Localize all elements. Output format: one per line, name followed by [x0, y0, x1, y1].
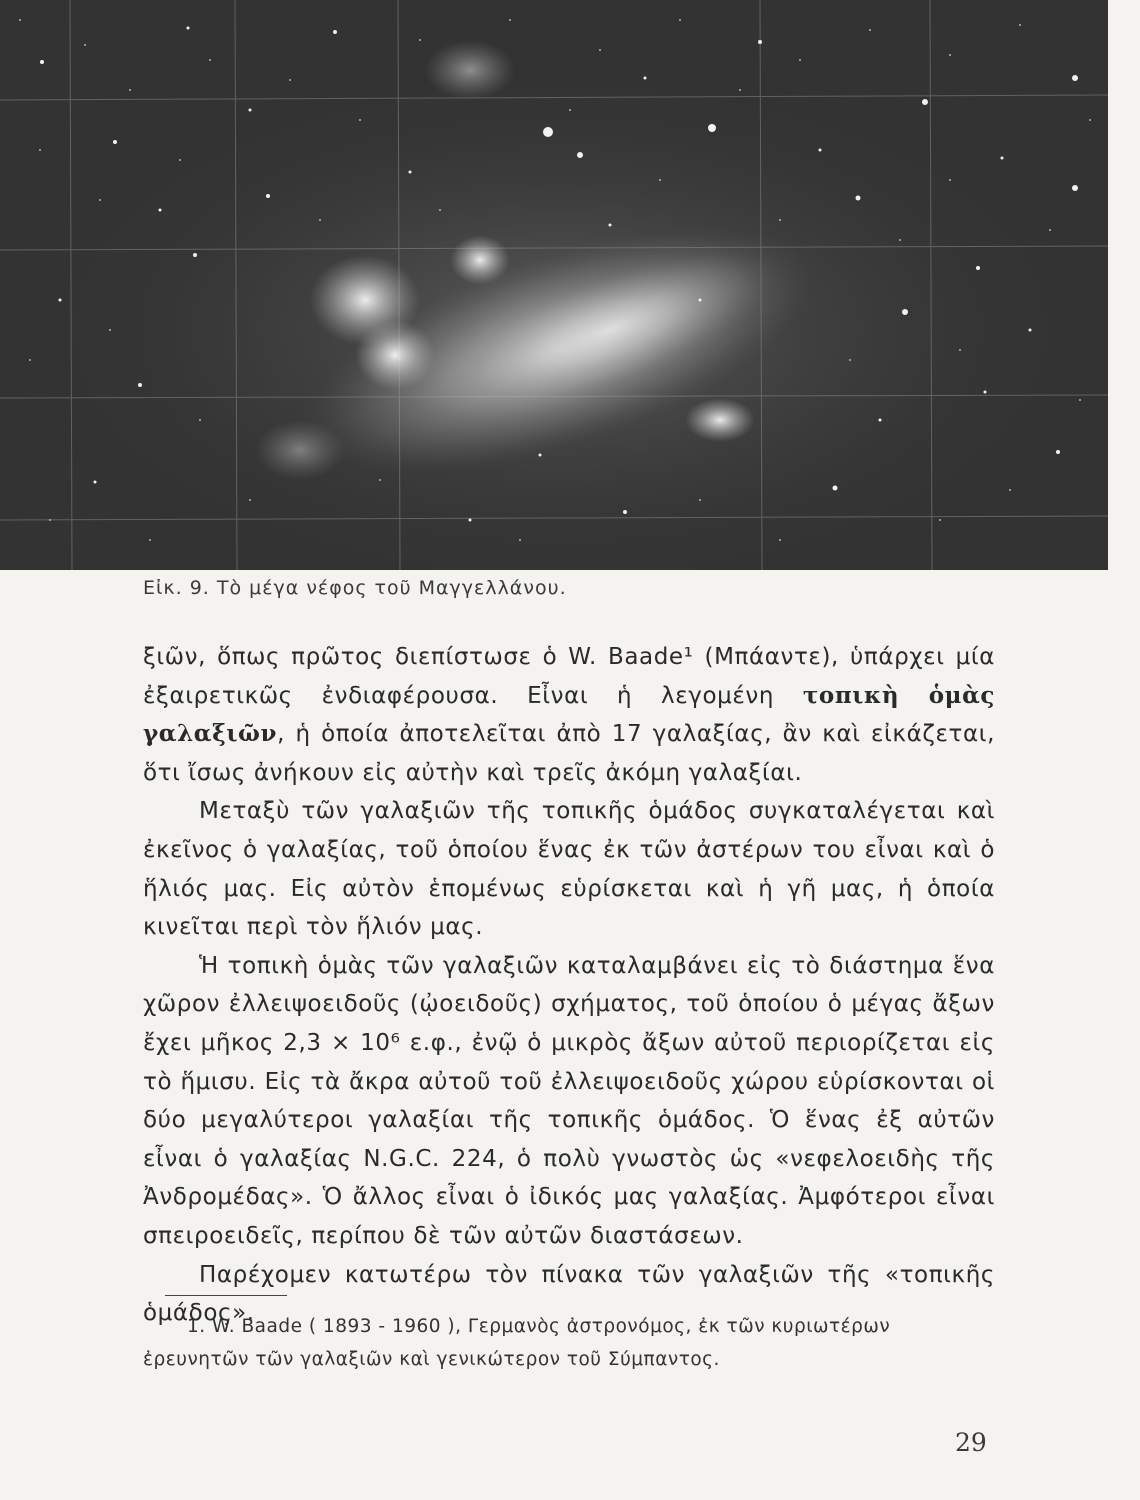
- paragraph-1-part-1: ξιῶν, ὅπως πρῶτος διεπίστωσε ὁ W. Baade¹ (Μπάαντε), ὑπάρχει μία ἐξαιρετικῶς ἐνδιαφέρουσα. Εἶναι ἡ λεγομένη: [143, 644, 995, 709]
- paragraph-1-part-3: , ἡ ὁποία ἀποτελεῖται ἀπὸ 17 γαλαξίας, ἂν καὶ εἰκάζεται, ὅτι ἴσως ἀνήκουν εἰς αὐτὴν καὶ τρεῖς ἀκόμη γαλαξίαι.: [143, 721, 995, 786]
- figure-caption: Εἰκ. 9. Τὸ μέγα νέφος τοῦ Μαγγελλάνου.: [143, 577, 567, 599]
- paragraph-2: Μεταξὺ τῶν γαλαξιῶν τῆς τοπικῆς ὁμάδος συγκαταλέγεται καὶ ἐκεῖνος ὁ γαλαξίας, τοῦ ὁποίου ἕνας ἐκ τῶν ἀστέρων του εἶναι καὶ ὁ ἥλιός μας. Εἰς αὐτὸν ἑπομένως εὑρίσκεται καὶ ἡ γῆ μας, ἡ ὁποία κινεῖται περὶ τὸν ἥλιόν μας.: [143, 798, 995, 941]
- magellanic-cloud-photo: [0, 0, 1108, 570]
- paragraph-3: Ἡ τοπικὴ ὁμὰς τῶν γαλαξιῶν καταλαμβάνει εἰς τὸ διάστημα ἕνα χῶρον ἐλλειψοειδοῦς (ᾠοειδοῦς) σχήματος, τοῦ ὁποίου ὁ μέγας ἄξων ἔχει μῆκος 2,3 × 10⁶ ε.φ., ἐνῷ ὁ μικρὸς ἄξων αὐτοῦ περιορίζεται εἰς τὸ ἥμισυ. Εἰς τὰ ἄκρα αὐτοῦ τοῦ ἐλλειψοειδοῦς χώρου εὑρίσκονται οἱ δύο μεγαλύτεροι γαλαξίαι τῆς τοπικῆς ὁμάδος. Ὁ ἕνας ἐξ αὐτῶν εἶναι ὁ γαλαξίας N.G.C. 224, ὁ πολὺ γνωστὸς ὡς «νεφελοειδὴς τῆς Ἀνδρομέδας». Ὁ ἄλλος εἶναι ὁ ἰδικός μας γαλαξίας. Ἀμφότεροι εἶναι σπειροειδεῖς, περίπου δὲ τῶν αὐτῶν διαστάσεων.: [143, 952, 995, 1249]
- page-number: 29: [955, 1428, 987, 1457]
- footnote: 1. W. Baade ( 1893 - 1960 ), Γερμανὸς ἀστρονόμος, ἐκ τῶν κυριωτέρων ἐρευνητῶν τῶν γαλαξιῶν καὶ γενικώτερον τοῦ Σύμπαντος.: [143, 1316, 891, 1370]
- star-field-illustration: [0, 0, 1108, 570]
- article-body: [143, 638, 995, 1333]
- paragraph-4: Παρέχομεν κατωτέρω τὸν πίνακα τῶν γαλαξιῶν τῆς «τοπικῆς ὁμάδος».: [143, 1261, 995, 1327]
- term-local-group: τοπικὴ ὁμὰς γαλαξιῶν: [143, 681, 995, 748]
- footnote-divider: [165, 1295, 287, 1296]
- paragraph-1: [143, 638, 995, 792]
